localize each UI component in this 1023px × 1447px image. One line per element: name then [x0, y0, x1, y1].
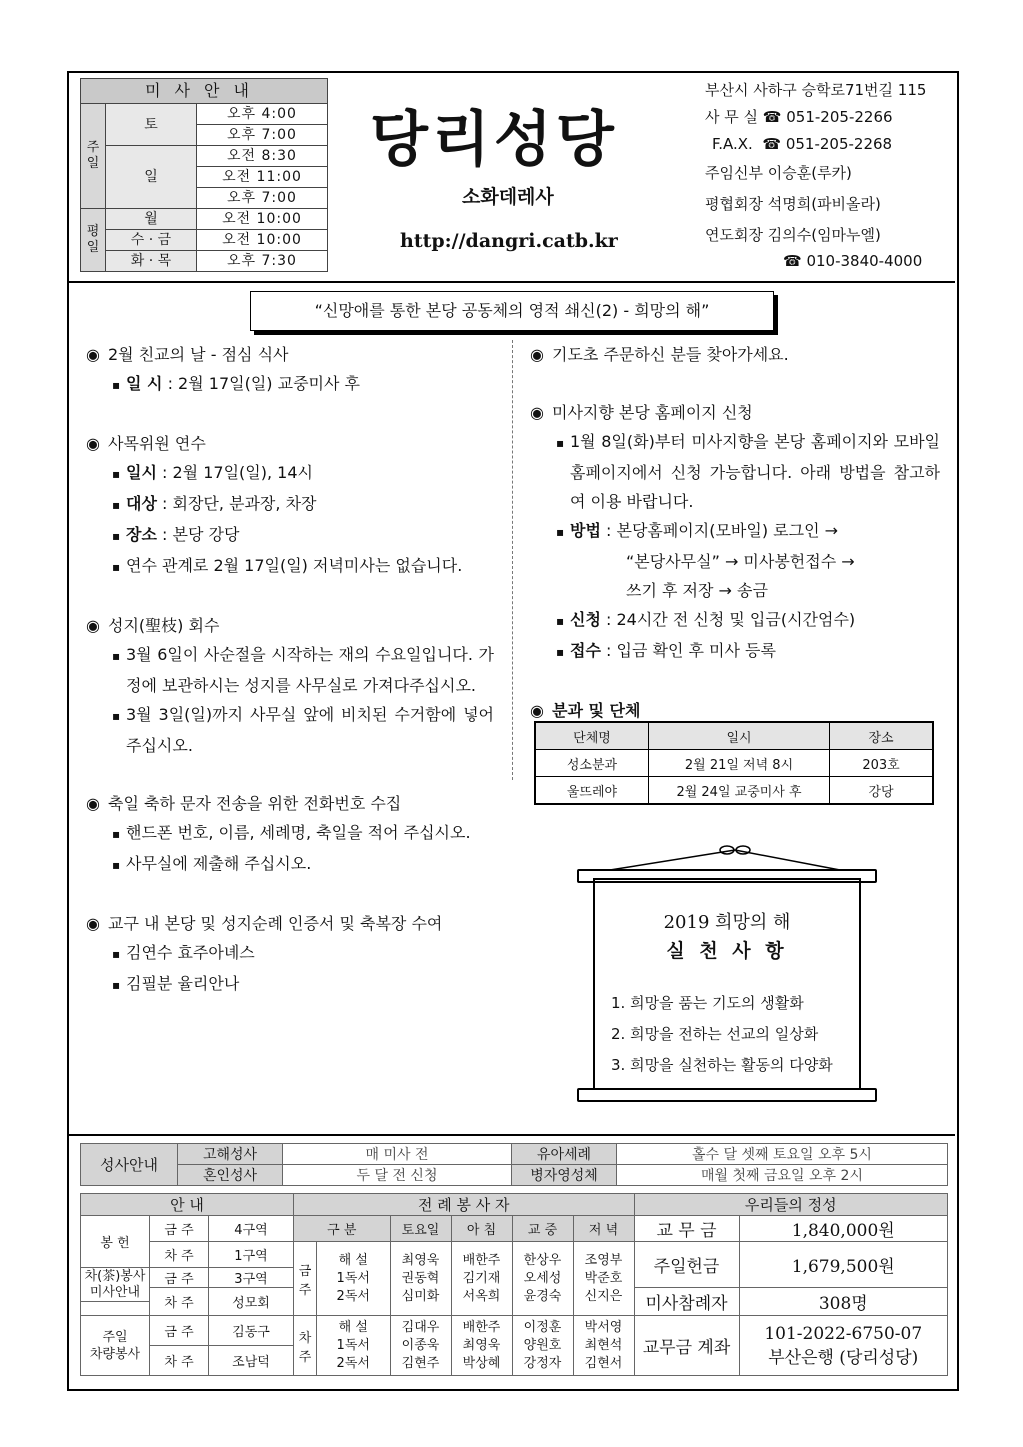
bullet-item: ▪ 연수 관계로 2월 17일(일) 저녁미사는 없습니다.	[86, 551, 494, 582]
bullet-item: ▪ 일 시 : 2월 17일(일) 교중미사 후	[86, 369, 494, 400]
union-label: 연도회장	[705, 226, 763, 244]
mass-time: 오후 4:00	[197, 104, 328, 125]
guide-value: 조남덕	[209, 1346, 294, 1376]
phone-icon: ☎	[762, 108, 782, 126]
liturgy-sub-header: 구 분	[294, 1216, 391, 1242]
table-header: 일시	[649, 722, 830, 750]
week-label: 금 주	[150, 1268, 209, 1288]
bullet-item: ▪ 3월 3일(일)까지 사무실 앞에 비치된 수거함에 넣어주십시오.	[86, 700, 494, 760]
duty-table	[80, 1193, 948, 1376]
section-title: ◉ 성지(聖枝) 회수	[86, 616, 220, 635]
offering-header: 우리들의 정성	[634, 1194, 948, 1216]
offering-label: 주일헌금	[634, 1242, 739, 1288]
sacrament-detail: 홀수 달 셋째 토요일 오후 5시	[617, 1144, 948, 1165]
guide-category: 주일 차량봉사	[81, 1316, 150, 1376]
group-name: 울뜨레야	[535, 777, 649, 805]
mass-day: 월	[106, 209, 197, 230]
mass-time: 오전 10:00	[197, 209, 328, 230]
practice-item: 2. 희망을 전하는 선교의 일상화	[611, 1025, 819, 1043]
groups-table	[534, 721, 934, 805]
mass-day: 수 · 금	[106, 230, 197, 251]
pastor-name: 이승훈(루카)	[767, 164, 852, 182]
method-step: 쓰기 후 저장 → 송금	[626, 581, 768, 600]
next-week-label: 차 주	[294, 1316, 317, 1376]
account-label: 교무금 계좌	[634, 1316, 739, 1376]
guide-header: 안 내	[81, 1194, 294, 1216]
liturgy-servers: 조영부 박준호 신지은	[573, 1242, 634, 1316]
sacrament-detail: 매월 첫째 금요일 오후 2시	[617, 1165, 948, 1186]
address: 부산시 사하구 승학로71번길 115	[705, 81, 927, 99]
divider	[69, 281, 955, 283]
phone-icon: ☎	[762, 135, 782, 153]
union-line	[705, 225, 881, 245]
bullet-item: ▪ 신청 : 24시간 전 신청 및 입금(시간엄수)	[530, 605, 940, 636]
left-column	[86, 340, 494, 1000]
week-label: 차 주	[150, 1242, 209, 1268]
mass-time: 오후 7:00	[197, 125, 328, 146]
mass-time: 오전 10:00	[197, 230, 328, 251]
council-line	[705, 194, 881, 214]
table-row	[535, 750, 933, 777]
liturgy-sub-header: 아 침	[451, 1216, 512, 1242]
bullet-item: ▪ 사무실에 제출해 주십시오.	[86, 849, 494, 880]
sacrament-name: 병자영성체	[512, 1165, 617, 1186]
section-title: ◉ 분과 및 단체	[530, 701, 641, 720]
bullet-item: ▪ 김연수 효주아녜스	[86, 938, 494, 969]
scroll-subtitle: 실 천 사 항	[666, 940, 788, 962]
sacrament-label: 성사안내	[81, 1144, 178, 1186]
office-phone: 051-205-2266	[786, 108, 893, 126]
offering-value: 308명	[739, 1288, 948, 1316]
group-date: 2월 24일 교중미사 후	[649, 777, 830, 805]
offering-value: 1,840,000원	[739, 1216, 948, 1242]
guide-value: 김동구	[209, 1316, 294, 1346]
sacrament-table	[80, 1143, 948, 1186]
scroll-box	[593, 878, 861, 1092]
liturgy-servers: 이정훈 양원호 강정자	[512, 1316, 573, 1376]
liturgy-sub-header: 토요일	[390, 1216, 451, 1242]
guide-category: 차(茶)봉사 미사안내	[81, 1268, 150, 1302]
phone-icon: ☎	[783, 252, 802, 270]
mass-day: 일	[106, 146, 197, 209]
liturgy-servers: 박서영 최현석 김현서	[573, 1316, 634, 1376]
section-title: ◉ 축일 축하 문자 전송을 위한 전화번호 수집	[86, 794, 402, 813]
section-title: ◉ 사목위원 연수	[86, 434, 206, 453]
week-label: 금 주	[150, 1316, 209, 1346]
sacrament-detail: 매 미사 전	[283, 1144, 512, 1165]
sacrament-name: 유아세례	[512, 1144, 617, 1165]
pastor-label: 주임신부	[705, 164, 763, 182]
sacrament-name: 혼인성사	[178, 1165, 283, 1186]
table-header: 단체명	[535, 722, 649, 750]
fax-phone: 051-205-2268	[785, 135, 893, 153]
offering-value: 1,679,500원	[739, 1242, 948, 1288]
section-title: ◉ 기도초 주문하신 분들 찾아가세요.	[530, 345, 789, 364]
right-column	[530, 340, 940, 725]
table-header: 장소	[830, 722, 934, 750]
bullet-item: ▪ 3월 6일이 사순절을 시작하는 재의 수요일입니다. 가정에 보관하시는 성지를 사무실로 가져다주십시오.	[86, 640, 494, 700]
liturgy-servers: 최영욱 권동혁 심미화	[390, 1242, 451, 1316]
bullet-item: ▪ 핸드폰 번호, 이름, 세례명, 축일을 적어 주십시오.	[86, 818, 494, 849]
liturgy-roles: 해 설 1독서 2독서	[317, 1242, 391, 1316]
guide-value: 3구역	[209, 1268, 294, 1288]
bullet-item: ▪ 장소 : 본당 강당	[86, 520, 494, 551]
bullet-item: ▪ 접수 : 입금 확인 후 미사 등록	[530, 636, 940, 667]
liturgy-servers: 한상우 오세성 윤경숙	[512, 1242, 573, 1316]
weekday-label: 평일	[81, 209, 106, 272]
method-step: “본당사무실” → 미사봉헌접수 →	[626, 552, 855, 571]
bullet-item: ▪ 대상 : 회장단, 분과장, 차장	[86, 489, 494, 520]
sunday-label: 주일	[81, 104, 106, 209]
parish-title: 당리성당	[370, 105, 618, 175]
this-week-label: 금 주	[294, 1242, 317, 1316]
website-link[interactable]: http://dangri.catb.kr	[400, 230, 618, 252]
office-phone-line	[705, 107, 893, 127]
union-name: 김의수(임마누엘)	[767, 226, 881, 244]
mass-time: 오후 7:30	[197, 251, 328, 272]
liturgy-sub-header: 저 녁	[573, 1216, 634, 1242]
section-title: ◉ 2월 친교의 날 - 점심 식사	[86, 345, 289, 364]
section-title: ◉ 교구 내 본당 및 성지순례 인증서 및 축복장 수여	[86, 914, 443, 933]
mass-time: 오후 7:00	[197, 188, 328, 209]
liturgy-servers: 배한주 김기재 서옥희	[451, 1242, 512, 1316]
bullet-item: ▪ 김필분 율리안나	[86, 969, 494, 1000]
mass-time: 오전 11:00	[197, 167, 328, 188]
office-label: 사 무 실	[705, 108, 759, 126]
fax-line	[712, 134, 892, 154]
offering-label: 교 무 금	[634, 1216, 739, 1242]
mass-time: 오전 8:30	[197, 146, 328, 167]
scroll-title: 2019 희망의 해	[663, 912, 791, 933]
guide-value: 성모회	[209, 1288, 294, 1316]
group-place: 203호	[830, 750, 934, 777]
bullet-item: ▪ 1월 8일(화)부터 미사지향을 본당 홈페이지와 모바일 홈페이지에서 신청 가능합니다. 아래 방법을 참고하여 이용 바랍니다.	[530, 427, 940, 516]
practice-item: 3. 희망을 실천하는 활동의 다양화	[611, 1056, 833, 1074]
liturgy-sub-header: 교 중	[512, 1216, 573, 1242]
bullet-item: ▪ 일시 : 2월 17일(일), 14시	[86, 458, 494, 489]
week-label: 차 주	[150, 1288, 209, 1316]
year-slogan: “신망애를 통한 본당 공동체의 영적 쇄신(2) - 희망의 해”	[250, 291, 774, 331]
council-name: 석명희(파비올라)	[767, 195, 881, 213]
council-label: 평협회장	[705, 195, 763, 213]
liturgy-header: 전 례 봉 사 자	[294, 1194, 635, 1216]
union-phone: 010-3840-4000	[806, 252, 923, 270]
account-bank: 부산은행 (당리성당)	[768, 1347, 919, 1368]
sacrament-name: 고해성사	[178, 1144, 283, 1165]
group-place: 강당	[830, 777, 934, 805]
mass-day: 토	[106, 104, 197, 146]
guide-category: 봉 헌	[81, 1216, 150, 1268]
week-label: 금 주	[150, 1216, 209, 1242]
sacrament-detail: 두 달 전 신청	[283, 1165, 512, 1186]
union-phone-line	[783, 251, 922, 271]
scroll-hanger-icon	[600, 842, 850, 872]
liturgy-servers: 배한주 최영욱 박상혜	[451, 1316, 512, 1376]
section-title: ◉ 미사지향 본당 홈페이지 신청	[530, 403, 753, 422]
group-name: 성소분과	[535, 750, 649, 777]
account-number: 101-2022-6750-07	[764, 1323, 923, 1344]
week-label: 차 주	[150, 1346, 209, 1376]
column-divider	[512, 340, 513, 780]
scroll-bottom-rod	[577, 1088, 877, 1102]
group-date: 2월 21일 저녁 8시	[649, 750, 830, 777]
practice-item: 1. 희망을 품는 기도의 생활화	[611, 994, 804, 1012]
mass-day: 화 · 목	[106, 251, 197, 272]
fax-label: F.A.X.	[712, 135, 753, 153]
liturgy-servers: 김대우 이종욱 김현주	[390, 1316, 451, 1376]
table-row	[535, 777, 933, 805]
guide-value: 4구역	[209, 1216, 294, 1242]
offering-label: 미사참례자	[634, 1288, 739, 1316]
guide-value: 1구역	[209, 1242, 294, 1268]
mass-schedule-table	[80, 78, 328, 272]
divider	[69, 1134, 955, 1136]
pastor-line	[705, 163, 852, 183]
mass-header: 미사안내	[81, 79, 328, 104]
account-info	[739, 1316, 948, 1376]
liturgy-roles: 해 설 1독서 2독서	[317, 1316, 391, 1376]
bullet-item: ▪ 방법 : 본당홈페이지(모바일) 로그인 →	[530, 516, 940, 547]
patron-name: 소화데레사	[462, 186, 554, 208]
